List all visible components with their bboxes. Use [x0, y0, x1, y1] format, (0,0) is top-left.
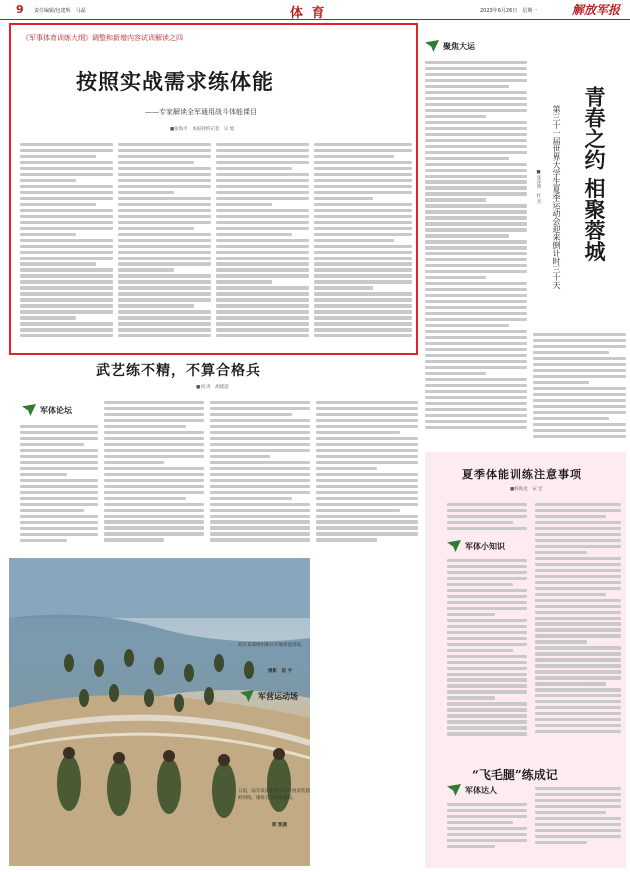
feature-title[interactable]: 青春之约 相聚蓉城	[582, 86, 607, 262]
date-line: 2023年6月26日 星期一	[480, 8, 538, 14]
summer-byline: ■杨海龙 宋 宏	[510, 487, 543, 492]
summer-column-text	[447, 556, 527, 752]
summer-headline[interactable]: 夏季体能训练注意事项	[462, 468, 582, 481]
column-label-text: 军体达人	[465, 785, 497, 795]
column-label-text: 聚焦大运	[443, 41, 475, 51]
photo-caption-1: 海军某部组织新兵开展体能训练。	[238, 643, 306, 648]
daren-column-text	[447, 800, 527, 864]
column-label-daren	[447, 784, 497, 796]
photo-credit-1: 摄影 段 宇	[268, 669, 293, 674]
junti-column-text	[20, 422, 98, 552]
series-label: 《军事体育训练大纲》调整和新增内容试训解读之四	[22, 34, 183, 42]
emblem-icon	[447, 540, 461, 552]
summer-column-text	[535, 500, 621, 752]
emblem-icon	[240, 690, 254, 702]
main-headline[interactable]: 按照实战需求练体能	[76, 69, 274, 94]
column-label-text: 军体小知识	[465, 541, 505, 551]
column-label-zhishi	[447, 540, 505, 552]
column-label-text: 军营运动场	[258, 691, 298, 701]
photo-illustration	[9, 558, 310, 866]
wuyi-headline[interactable]: 武艺练不精，不算合格兵	[96, 363, 261, 379]
feature-subtitle: 第三十一届世界大学生夏季运动会迎来倒计时三十天	[552, 105, 561, 289]
jiaodian-column-text	[425, 58, 527, 446]
main-article-column	[20, 140, 113, 350]
main-byline: ■张海平 本报特约记者 吴 旭	[170, 127, 235, 132]
photo-credit-2: 郭 凯摄	[272, 823, 288, 828]
wuyi-article-column	[210, 398, 310, 554]
column-label-jiaodian	[425, 40, 475, 52]
editor-line: 责任编辑/包建辉 马磊	[34, 8, 86, 14]
photo-caption-2: 日前，陆军某部组织官兵开展武装越野训练，锤炼官兵体能素质。	[238, 789, 310, 801]
wuyi-article-column	[104, 398, 204, 554]
main-article-column	[314, 140, 412, 350]
column-label-yundong	[240, 690, 298, 702]
section-title: 体 育	[290, 6, 327, 21]
wuyi-byline: ■刘 涛 胡建超	[196, 385, 229, 390]
main-subheadline: ——专家解读全军通用战斗体能课目	[145, 108, 257, 116]
column-label-text: 军体论坛	[40, 405, 72, 415]
feature-byline: ■张泽明 杜 杰	[536, 170, 541, 204]
emblem-icon	[425, 40, 439, 52]
column-label-junti	[22, 404, 72, 416]
wuyi-article-column	[316, 398, 418, 554]
emblem-icon	[22, 404, 36, 416]
feature-article-text	[533, 330, 626, 446]
page-number: 9	[16, 3, 24, 16]
main-article-column	[118, 140, 211, 350]
masthead-logo: 解放军报	[572, 3, 621, 17]
daren-column-text	[535, 784, 621, 864]
summer-intro-text	[447, 500, 527, 536]
main-article-column	[216, 140, 309, 350]
feimaotui-headline[interactable]: “飞毛腿”练成记	[472, 768, 558, 782]
training-photo	[9, 558, 310, 866]
emblem-icon	[447, 784, 461, 796]
